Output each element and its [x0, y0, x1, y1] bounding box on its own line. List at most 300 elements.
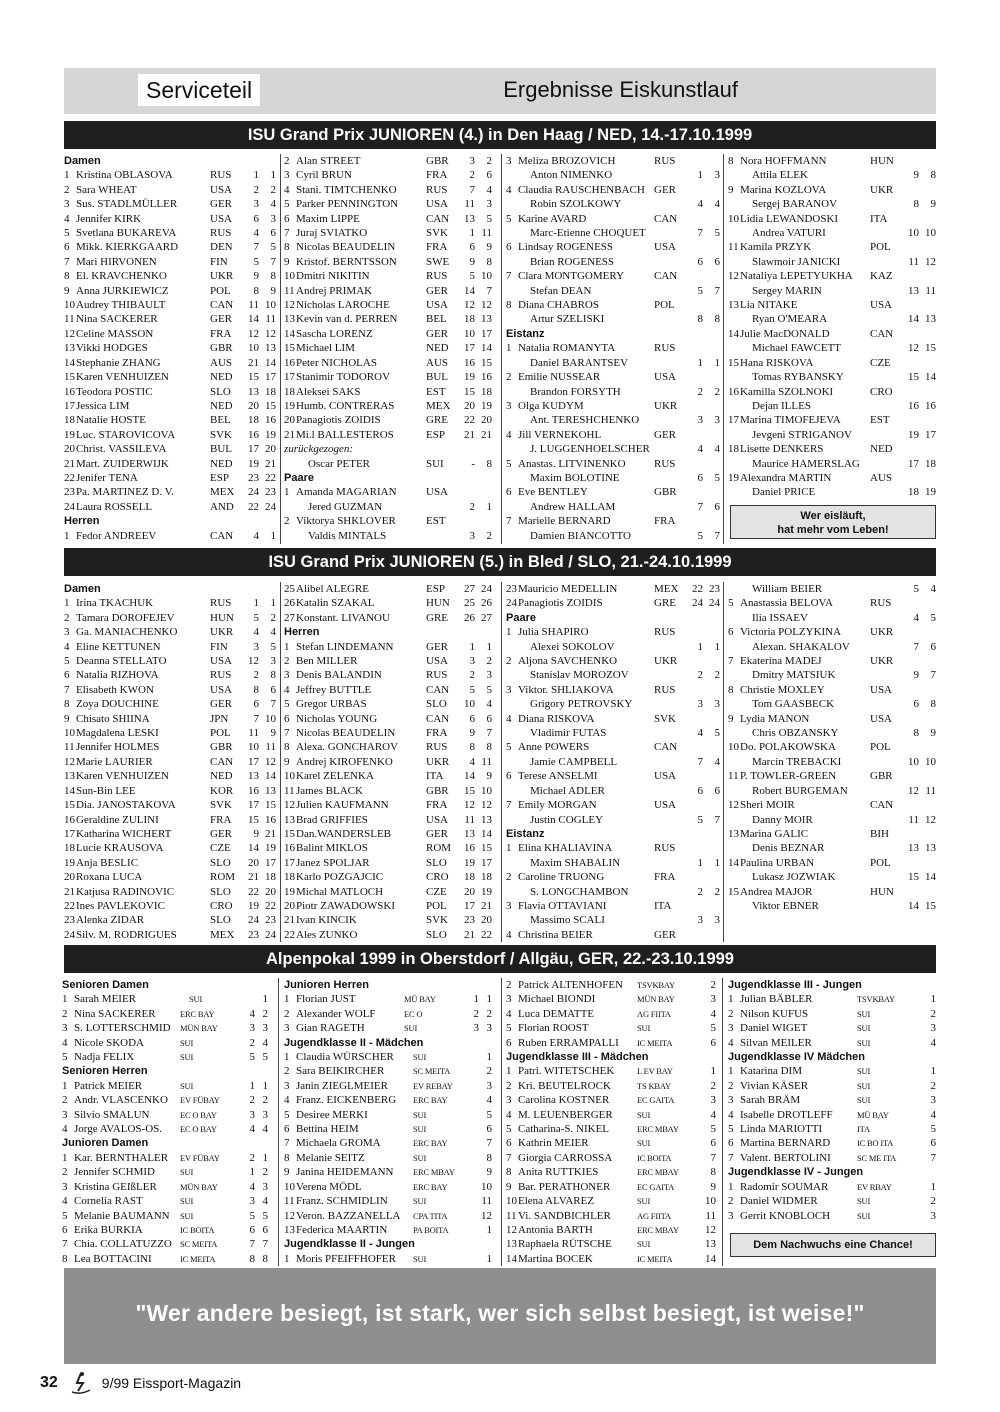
short-program-rank: 20 [248, 856, 259, 869]
placement: 1 [506, 842, 512, 855]
short-program-rank [906, 885, 919, 899]
athlete-name: Veron. BAZZANELLA [296, 1209, 401, 1222]
athlete-name: Gregor URBAS [296, 698, 367, 711]
country-code: FRA [426, 727, 448, 740]
country-code [870, 899, 906, 913]
free-skating-rank: 19 [481, 885, 492, 898]
country-code: POL [210, 727, 231, 740]
free-skating-rank: 7 [714, 284, 720, 297]
result-row [284, 683, 492, 697]
rank-value: 1 [486, 1252, 492, 1265]
short-program-rank [690, 712, 703, 726]
rank-value: 5 [486, 1108, 492, 1121]
rank-value: 4 [249, 1123, 255, 1136]
country-code: UKR [654, 655, 678, 668]
placement: 3 [506, 1094, 512, 1107]
result-row [506, 769, 720, 783]
category-heading: Eistanz [506, 827, 545, 840]
short-program-rank: 14 [464, 770, 475, 783]
athlete-name: Viktorya SHKLOVER [296, 515, 396, 528]
result-row [284, 370, 492, 384]
country-code: HUN [870, 885, 894, 898]
free-skating-rank: 15 [481, 356, 492, 369]
free-skating-rank: 12 [925, 255, 936, 268]
rank-value: 13 [705, 1238, 716, 1251]
placement: 4 [506, 1007, 512, 1020]
placement [506, 529, 518, 543]
athlete-name: Ruben ERRAMPALLI [518, 1036, 619, 1049]
result-row [506, 870, 720, 884]
athlete-name: Karel ZELENKA [296, 770, 374, 783]
placement: 6 [506, 1137, 512, 1150]
result-row [728, 1093, 936, 1107]
club-code: IC BOITA [637, 1152, 672, 1163]
placement: 16 [728, 385, 739, 398]
country-code: USA [210, 683, 233, 696]
placement: 1 [62, 1079, 68, 1092]
result-row [62, 1050, 268, 1064]
country-code: UKR [654, 399, 678, 412]
country-code: USA [870, 299, 893, 312]
country-code [870, 168, 906, 182]
short-program-rank: 10 [908, 755, 919, 768]
result-row [64, 654, 276, 668]
category-heading: Jugendklasse II - Mädchen [284, 1036, 424, 1049]
free-skating-rank: 24 [481, 583, 492, 595]
result-row [284, 712, 492, 726]
result-row [728, 312, 936, 326]
short-program-rank: 2 [253, 669, 259, 682]
athlete-name: Karlo POZGAJCIC [296, 871, 384, 884]
placement: 3 [62, 1022, 68, 1035]
free-skating-rank: 4 [930, 583, 936, 595]
result-row [506, 370, 720, 384]
country-code: USA [654, 371, 677, 384]
result-row [284, 798, 492, 812]
country-code: GER [210, 198, 232, 211]
rank-value: 7 [249, 1238, 255, 1251]
result-row [284, 514, 492, 528]
country-code: RUS [210, 227, 232, 240]
country-code: RUS [210, 597, 232, 610]
result-row [64, 226, 276, 240]
result-row [64, 712, 276, 726]
placement: 22 [64, 899, 75, 912]
athlete-name: Caroline TRUONG [518, 871, 605, 884]
country-code: ITA [426, 770, 444, 783]
result-row [62, 1122, 268, 1136]
category-heading: Jugendklasse III - Mädchen [506, 1051, 649, 1064]
short-program-rank: 1 [697, 640, 703, 653]
placement [506, 726, 518, 740]
short-program-rank: 3 [253, 640, 259, 653]
short-program-rank: 22 [248, 500, 259, 513]
athlete-name: William BEIER [752, 583, 823, 595]
athlete-name: Sara BEIKIRCHER [296, 1065, 385, 1078]
athlete-name: Stefan LINDEMANN [296, 640, 394, 653]
free-skating-rank: 21 [481, 899, 492, 912]
rank-value: 4 [262, 1123, 268, 1136]
result-row [284, 726, 492, 740]
country-code [654, 255, 690, 269]
result-row [284, 827, 492, 841]
free-skating-rank [703, 240, 720, 254]
placement: 8 [64, 270, 70, 283]
free-skating-rank: 19 [481, 399, 492, 412]
club-code: EC O BAY [180, 1124, 217, 1135]
country-code: NED [426, 342, 449, 355]
short-program-rank [906, 740, 919, 754]
rank-value: 8 [262, 1252, 268, 1265]
rank-value: 6 [262, 1223, 268, 1236]
short-program-rank: 9 [913, 669, 919, 682]
placement: 3 [506, 399, 512, 412]
result-row [728, 992, 936, 1006]
result-row [64, 385, 276, 399]
free-skating-rank: 24 [265, 928, 276, 941]
athlete-name: M. LEUENBERGER [518, 1108, 613, 1121]
club-code: MÜN BAY [637, 994, 675, 1005]
placement: 1 [64, 169, 70, 182]
rank-value: 14 [705, 1252, 716, 1265]
free-skating-rank [919, 356, 936, 370]
athlete-name: Gian RAGETH [296, 1022, 365, 1035]
country-code: RUS [210, 169, 232, 182]
club-code: SC MEITA [180, 1239, 218, 1250]
club-code: TSVKBAY [637, 980, 675, 990]
free-skating-rank [703, 654, 720, 668]
country-code: SLO [210, 856, 231, 869]
athlete-name: Vikki HODGES [76, 342, 148, 355]
free-skating-rank [703, 154, 720, 168]
rank-value: 9 [486, 1166, 492, 1179]
result-row [284, 1021, 492, 1035]
free-skating-rank: 22 [265, 899, 276, 912]
short-program-rank: 10 [464, 327, 475, 340]
result-row [64, 413, 276, 427]
athlete-name: Ga. MANIACHENKO [76, 626, 178, 639]
short-program-rank: 21 [248, 871, 259, 884]
club-code: ITA [857, 1124, 870, 1135]
rank-value: 1 [930, 1065, 936, 1078]
category-heading: Herren [64, 515, 100, 528]
short-program-rank [690, 485, 703, 499]
result-row [506, 183, 720, 197]
short-program-rank [906, 327, 919, 341]
free-skating-rank: 6 [930, 640, 936, 653]
skater-logo-icon [68, 1371, 94, 1395]
free-skating-rank [919, 442, 936, 456]
athlete-name: Karen VENHUIZEN [76, 371, 169, 384]
result-row [62, 1021, 268, 1035]
slogan-box [730, 505, 936, 539]
result-row [506, 197, 720, 211]
country-code: GBR [870, 770, 893, 783]
athlete-name: Verena MÖDL [296, 1180, 362, 1193]
athlete-name: Balint MIKLOS [296, 842, 368, 855]
free-skating-rank: 17 [925, 428, 936, 441]
result-row [284, 1209, 492, 1223]
athlete-name: Jennifer HOLMES [76, 741, 160, 754]
result-row [284, 813, 492, 827]
rank-value: 2 [262, 1007, 268, 1020]
athlete-name: Nataliya LEPETYUKHA [740, 270, 853, 283]
result-row [284, 740, 492, 754]
result-row [284, 1007, 492, 1021]
short-program-rank: 23 [248, 471, 259, 484]
athlete-name: Desiree MERKI [296, 1108, 368, 1121]
rank-value: 2 [930, 1195, 936, 1208]
country-code [870, 226, 906, 240]
short-program-rank: 19 [248, 457, 259, 470]
short-program-rank: 7 [697, 755, 703, 768]
free-skating-rank: 12 [265, 755, 276, 768]
short-program-rank: 15 [248, 813, 259, 826]
event-banner-oberstdorf: Alpenpokal 1999 in Oberstdorf / Allgäu, GER, 22.-23.10.1999 [64, 945, 936, 973]
placement: 5 [284, 698, 290, 711]
placement: 4 [64, 640, 70, 653]
placement: 3 [728, 1022, 734, 1035]
free-skating-rank [703, 457, 720, 471]
placement [506, 284, 518, 298]
athlete-name: Giorgia CARROSSA [518, 1151, 613, 1164]
free-skating-rank [703, 625, 720, 639]
placement: 5 [728, 1123, 734, 1136]
result-row [64, 269, 276, 283]
placement: 2 [62, 1007, 68, 1020]
placement: 5 [64, 227, 70, 240]
placement: 6 [64, 241, 70, 254]
result-row [506, 798, 720, 812]
result-row [506, 457, 720, 471]
short-program-rank: 8 [913, 727, 919, 740]
result-row [284, 529, 492, 543]
country-code: UKR [870, 626, 894, 639]
club-code: MÜN BAY [180, 1181, 218, 1192]
placement: 10 [728, 741, 739, 754]
short-program-rank: 22 [248, 885, 259, 898]
short-program-rank: 19 [464, 371, 475, 384]
rank-value: 3 [710, 1094, 716, 1107]
result-row [64, 168, 276, 182]
placement [506, 755, 518, 769]
athlete-name: Maxim BOLOTINE [530, 471, 620, 484]
placement: 5 [506, 1123, 512, 1136]
country-code: HUN [870, 155, 894, 167]
club-code: SUI [180, 1052, 194, 1063]
placement: 8 [506, 299, 512, 312]
athlete-name: Melanie SEITZ [296, 1151, 365, 1164]
country-code: GER [426, 827, 448, 840]
athlete-name: Janez SPOLJAR [296, 856, 370, 869]
placement: 17 [284, 856, 295, 869]
placement: 24 [64, 500, 75, 513]
country-code: FRA [210, 813, 232, 826]
country-code: USA [654, 770, 677, 783]
rank-value: 8 [486, 1151, 492, 1164]
short-program-rank: 15 [908, 871, 919, 884]
athlete-name: Nora HOFFMANN [740, 155, 827, 167]
free-skating-rank: 1 [714, 356, 720, 369]
country-code [654, 312, 690, 326]
free-skating-rank: 3 [270, 655, 276, 668]
athlete-name: Luc. STAROVICOVA [76, 428, 176, 441]
short-program-rank [690, 212, 703, 226]
country-code: SLO [426, 698, 447, 711]
placement: 9 [506, 1180, 512, 1193]
country-code: RUS [654, 626, 676, 639]
athlete-name: Stephanie ZHANG [76, 356, 161, 369]
club-code: AG FIITA [637, 1210, 671, 1221]
placement: 2 [284, 655, 290, 668]
result-row [728, 1151, 936, 1165]
athlete-name: Vivian KÄSER [740, 1079, 809, 1092]
free-skating-rank: 15 [265, 399, 276, 412]
placement: 8 [284, 1151, 290, 1164]
free-skating-rank: 12 [481, 299, 492, 312]
placement: 19 [284, 399, 295, 412]
free-skating-rank: 5 [270, 640, 276, 653]
country-code: CAN [210, 755, 234, 768]
short-program-rank: 18 [908, 486, 919, 499]
result-row [64, 625, 276, 639]
athlete-name: Nadja FELIX [74, 1051, 135, 1064]
athlete-name: Natalia ROMANYTA [518, 342, 616, 355]
free-skating-rank: 18 [481, 871, 492, 884]
country-code: POL [654, 299, 675, 312]
short-program-rank: 11 [464, 198, 475, 211]
placement: 12 [506, 1223, 517, 1236]
country-code: RUS [654, 683, 676, 696]
result-row [62, 1194, 268, 1208]
short-program-rank: 11 [464, 813, 475, 826]
country-code: ESP [210, 471, 229, 484]
result-row [284, 856, 492, 870]
result-row [728, 813, 936, 827]
placement [506, 913, 518, 927]
short-program-rank: 9 [469, 255, 475, 268]
country-code [654, 284, 690, 298]
athlete-name: Denis BALANDIN [296, 669, 382, 682]
free-skating-rank [703, 428, 720, 442]
result-row [506, 312, 720, 326]
placement: 21 [64, 885, 75, 898]
placement: 1 [506, 1065, 512, 1078]
short-program-rank: 3 [253, 198, 259, 211]
country-code [654, 356, 690, 370]
rank-value: 5 [249, 1051, 255, 1064]
short-program-rank: 12 [248, 327, 259, 340]
result-row [506, 856, 720, 870]
rank-value: 11 [705, 1209, 716, 1222]
result-row [284, 1093, 492, 1107]
result-row [506, 529, 720, 543]
athlete-name: Grigory PETROVSKY [530, 698, 633, 711]
free-skating-rank: 12 [481, 799, 492, 812]
country-code [654, 500, 690, 514]
country-code: GRE [426, 611, 448, 624]
athlete-name: Nicolas BEAUDELIN [296, 241, 396, 254]
free-skating-rank: 6 [486, 169, 492, 182]
result-row [506, 1136, 716, 1150]
placement: 6 [506, 770, 512, 783]
athlete-name: Raphaela RÜTSCHE [518, 1238, 612, 1251]
placement: 12 [728, 270, 739, 283]
athlete-name: Robin SZOLKOWY [530, 198, 622, 211]
placement: 2 [506, 655, 512, 668]
short-program-rank: 8 [913, 198, 919, 211]
short-program-rank: 1 [253, 169, 259, 182]
free-skating-rank [919, 683, 936, 697]
athlete-name: Anastassia BELOVA [740, 597, 833, 610]
result-row [728, 284, 936, 298]
results-column [506, 154, 720, 543]
country-code: KOR [210, 784, 234, 797]
country-code: CAN [426, 683, 450, 696]
country-code: AND [210, 500, 234, 513]
placement [728, 370, 740, 384]
column-divider [723, 582, 724, 942]
rank-value: 4 [249, 1007, 255, 1020]
placement [728, 168, 740, 182]
placement [506, 471, 518, 485]
country-code: GBR [210, 342, 233, 355]
rank-value: 11 [481, 1195, 492, 1208]
country-code: BUL [426, 371, 448, 384]
result-row [284, 1180, 492, 1194]
athlete-name: Irina TKACHUK [76, 597, 154, 610]
result-row [64, 529, 276, 543]
rank-value: 1 [710, 1065, 716, 1078]
result-row [284, 298, 492, 312]
free-skating-rank: 20 [265, 885, 276, 898]
placement: 11 [284, 284, 295, 297]
country-code [870, 399, 906, 413]
country-code [870, 668, 906, 682]
result-row [62, 1252, 268, 1266]
placement: 9 [64, 712, 70, 725]
placement: 4 [62, 1036, 68, 1049]
athlete-name: Andrea MAJOR [740, 885, 813, 898]
placement: 12 [64, 755, 75, 768]
free-skating-rank [919, 183, 936, 197]
country-code: UKR [210, 270, 234, 283]
result-row [284, 928, 492, 942]
placement: 1 [284, 993, 290, 1006]
result-row [284, 1252, 492, 1266]
placement: 11 [64, 741, 75, 754]
country-code: SVK [654, 712, 677, 725]
athlete-name: Jered GUZMAN [308, 500, 383, 513]
athlete-name: Anne POWERS [518, 741, 590, 754]
free-skating-rank: 7 [930, 669, 936, 682]
free-skating-rank: 17 [481, 327, 492, 340]
free-skating-rank: 11 [481, 755, 492, 768]
athlete-name: Massimo SCALI [530, 914, 605, 927]
placement: 13 [284, 313, 295, 326]
athlete-name: Emilie NUSSEAR [518, 371, 601, 384]
free-skating-rank: 20 [481, 414, 492, 427]
free-skating-rank: 2 [714, 385, 720, 398]
country-code: JPN [210, 712, 229, 725]
result-row [284, 1064, 492, 1078]
athlete-name: Franz. EICKENBERG [296, 1094, 397, 1107]
short-program-rank: 17 [248, 755, 259, 768]
athlete-name: Janina HEIDEMANN [296, 1166, 394, 1179]
short-program-rank: 5 [469, 270, 475, 283]
free-skating-rank: 1 [486, 640, 492, 653]
short-program-rank: 13 [908, 842, 919, 855]
